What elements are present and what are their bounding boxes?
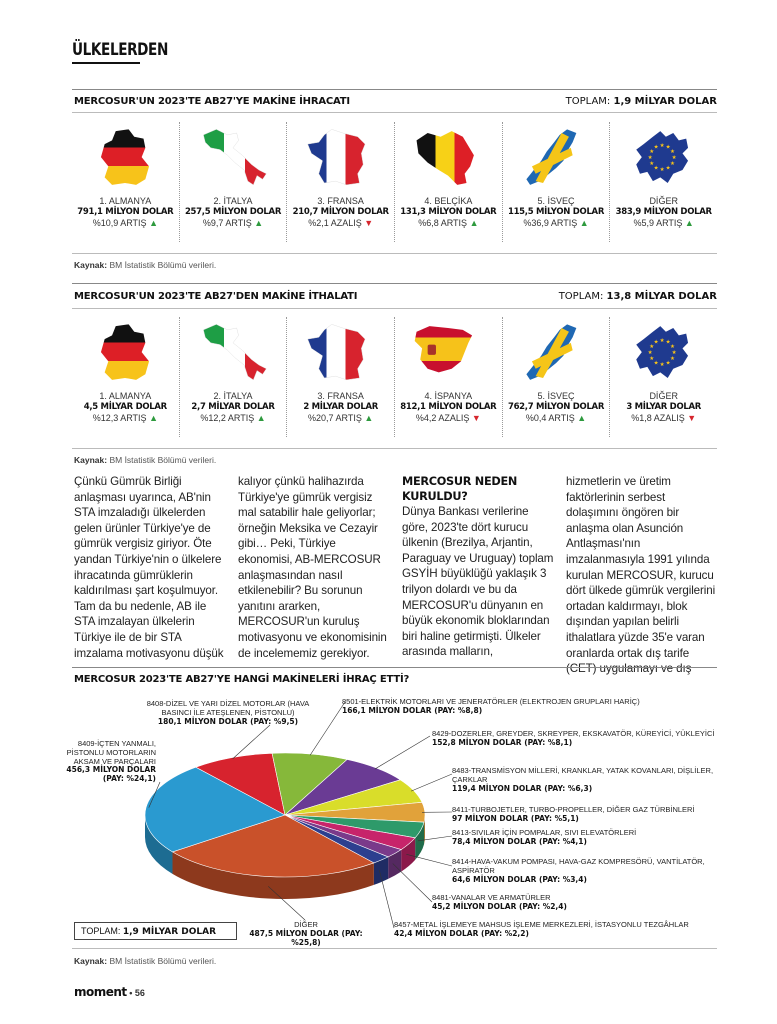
- country-change: [610, 218, 717, 229]
- imports-source: Kaynak: BM İstatistik Bölümü verileri.: [74, 455, 217, 465]
- eu-icon: [627, 319, 701, 387]
- page-footer: [74, 985, 145, 999]
- italy-icon: [196, 319, 270, 387]
- eu-icon: [627, 124, 701, 192]
- svg-text:★: ★: [653, 165, 659, 172]
- divider: [72, 948, 717, 949]
- article-column-2: kalıyor çünkü halihazırda Türkiye'ye gümrük vergisiz mal satabilir hale geliyorlar; örneğin Meksika ve Cezayir gibi… Peki, Türkiye ekonomisi, AB-MERCOSUR anlaşmasından nasıl etkilenebilir? Bu sorunun yanıtını ararken, MERCOSUR'un kuruluş motivasyonu ve ekonomisinin de incelememiz gerekiyor.: [238, 475, 387, 660]
- country-value: 131,3 MİLYON DOLAR: [400, 207, 497, 217]
- svg-text:★: ★: [653, 339, 659, 346]
- country-value: 3 MİLYAR DOLAR: [626, 402, 702, 412]
- pie-label-8409: 8409-İÇTEN YANMALI, PİSTONLU MOTORLARIN AKSAM VE PARÇALARI 456,3 MİLYON DOLAR (PAY: %24,1): [66, 739, 156, 784]
- page-number: • 56: [129, 988, 145, 998]
- svg-text:★: ★: [665, 165, 671, 172]
- arrow-up-icon: ▲: [254, 413, 266, 423]
- country-name: 4. BELÇİKA: [424, 196, 473, 206]
- pie-title: MERCOSUR 2023'TE AB27'YE HANGİ MAKİNELERİ İHRAÇ ETTİ?: [74, 674, 410, 685]
- pie-label-8501: 8501-ELEKTRİK MOTORLARI VE JENERATÖRLER (ELEKTROJEN GRUPLARI HARİÇ) 166,1 MİLYON DOLAR (PAY: %8,8): [342, 697, 640, 715]
- exports-country-card: [502, 122, 610, 242]
- svg-text:★: ★: [665, 339, 671, 346]
- svg-text:★: ★: [648, 355, 654, 362]
- divider: [72, 89, 717, 90]
- exports-country-card: [179, 122, 287, 242]
- country-change: [610, 413, 717, 424]
- svg-text:★: ★: [653, 360, 659, 367]
- pie-label-other: DİĞER 487,5 MİLYON DOLAR (PAY: %25,8): [249, 920, 363, 947]
- country-value: 210,7 MİLYON DOLAR: [292, 207, 389, 217]
- article-column-1: Çünkü Gümrük Birliği anlaşması uyarınca, AB'nin STA imzaladığı ülkelerden gelen ürünler Türkiye'ye de gümrük vergisiz giriyor. Öte yandan Türkiye'nin o ülkelere ihracatında gümrüklerin kaldırılması şart koşulmuyor. Tam da bu nedenle, AB ile STA imzalayan ülkelerin Türkiye ile de bir STA imzalama motivasyonu düşük: [74, 475, 224, 660]
- change-text: %2,1 AZALIŞ: [308, 218, 362, 228]
- arrow-up-icon: ▲: [577, 218, 589, 228]
- arrow-up-icon: ▲: [146, 413, 158, 423]
- svg-text:★: ★: [647, 154, 653, 161]
- svg-text:★: ★: [648, 148, 654, 155]
- country-name: 3. FRANSA: [317, 196, 364, 206]
- arrow-up-icon: ▲: [146, 218, 158, 228]
- arrow-down-icon: ▼: [361, 218, 374, 228]
- exports-source: Kaynak: BM İstatistik Bölümü verileri.: [74, 260, 217, 270]
- exports-total: TOPLAM: 1,9 MİLYAR DOLAR: [565, 96, 717, 107]
- svg-text:★: ★: [669, 343, 675, 350]
- exports-row: [72, 122, 717, 242]
- arrow-down-icon: ▼: [684, 413, 697, 423]
- country-value: 812,1 MİLYON DOLAR: [400, 402, 497, 412]
- divider: [72, 308, 717, 309]
- divider: [72, 112, 717, 113]
- country-name: 5. İSVEÇ: [537, 196, 575, 206]
- france-icon: [304, 319, 378, 387]
- country-value: 4,5 MİLYAR DOLAR: [83, 402, 167, 412]
- svg-text:★: ★: [659, 361, 665, 368]
- italy-icon: [196, 124, 270, 192]
- country-change: [180, 218, 287, 229]
- svg-text:★: ★: [665, 360, 671, 367]
- divider: [72, 448, 717, 449]
- country-change: [287, 218, 394, 229]
- country-value: 762,7 MİLYON DOLAR: [507, 402, 605, 412]
- change-text: %12,2 ARTIŞ: [200, 413, 255, 423]
- pie-label-8408: 8408-DİZEL VE YARI DİZEL MOTORLAR (HAVA BASINCI İLE ATEŞLENEN, PİSTONLU) 180,1 MİLYON DOLAR (PAY: %9,5): [146, 699, 310, 726]
- country-change: [395, 218, 502, 229]
- magazine-logo: moment: [74, 985, 127, 999]
- change-text: %10,9 ARTIŞ: [92, 218, 147, 228]
- pie-leader-8481: [393, 864, 432, 902]
- pie-label-8429: 8429-DOZERLER, GREYDER, SKREYPER, EKSKAVATÖR, KÜREYİCİ, YÜKLEYİCİ 152,8 MİLYON DOLAR (PAY: %8,1): [432, 729, 715, 747]
- svg-text:★: ★: [659, 337, 665, 344]
- article-column-3: [402, 474, 554, 660]
- france-icon: [304, 124, 378, 192]
- country-change: [72, 218, 179, 229]
- svg-text:★: ★: [669, 160, 675, 167]
- article-column-4: hizmetlerin ve üretim faktörlerinin serbest dolaşımını öngören bir anlaşma olan Asunción Antlaşması'nın imzalanmasıyla 1991 yılında kurulan MERCOSUR, kurucu dört ülkede gümrük vergilerini ortadan kaldırmayı, blok dışından yapılan belirli ithalatlara yüzde 35'e varan oranlarda ortak dış tarife (CET) uygulamayı ve dış: [566, 475, 716, 676]
- arrow-up-icon: ▲: [361, 413, 374, 423]
- belgium-icon: [411, 124, 485, 192]
- pie-label-8414: 8414-HAVA-VAKUM POMPASI, HAVA-GAZ KOMPRESÖRÜ, VANTİLATÖR, ASPİRATÖR 64,6 MİLYON DOLAR (PAY: %3,4): [452, 857, 705, 884]
- country-value: 2,7 MİLYAR DOLAR: [191, 402, 275, 412]
- country-name: 5. İSVEÇ: [537, 391, 575, 401]
- change-text: %1,8 AZALIŞ: [631, 413, 685, 423]
- country-change: [287, 413, 394, 424]
- sweden-icon: [519, 319, 593, 387]
- imports-country-card: [286, 317, 394, 437]
- divider: [72, 253, 717, 254]
- section-underline: [72, 62, 140, 64]
- pie-total: TOPLAM: 1,9 MİLYAR DOLAR: [74, 922, 237, 940]
- imports-total: TOPLAM: 13,8 MİLYAR DOLAR: [558, 291, 717, 302]
- exports-title: MERCOSUR'UN 2023'TE AB27'YE MAKİNE İHRACATI: [74, 96, 350, 107]
- country-change: [72, 413, 179, 424]
- pie-label-8457: 8457-METAL İŞLEMEYE MAHSUS İŞLEME MERKEZLERİ, İSTASYONLU TEZGÂHLAR 42,4 MİLYON DOLAR (PAY: %2,2): [394, 920, 689, 938]
- imports-country-card: [609, 317, 717, 437]
- svg-text:★: ★: [653, 144, 659, 151]
- change-text: %0,4 ARTIŞ: [525, 413, 575, 423]
- section-title: ÜLKELERDEN: [72, 40, 168, 60]
- arrow-up-icon: ▲: [467, 218, 479, 228]
- pie-label-8483: 8483-TRANSMİSYON MİLLERİ, KRANKLAR, YATAK KOVANLARI, DİŞLİLER, ÇARKLAR 119,4 MİLYON DOLAR (PAY: %6,3): [452, 766, 714, 793]
- pie-leader-8483: [411, 774, 452, 791]
- country-value: 383,9 MİLYON DOLAR: [615, 207, 712, 217]
- exports-country-card: [72, 122, 179, 242]
- pie-source: Kaynak: BM İstatistik Bölümü verileri.: [74, 956, 217, 966]
- country-name: 3. FRANSA: [317, 391, 364, 401]
- divider: [72, 667, 717, 668]
- country-change: [503, 413, 610, 424]
- svg-text:★: ★: [647, 349, 653, 356]
- imports-country-card: [394, 317, 502, 437]
- arrow-up-icon: ▲: [682, 218, 694, 228]
- country-name: 2. İTALYA: [213, 196, 253, 206]
- change-text: %36,9 ARTIŞ: [523, 218, 578, 228]
- subheading: MERCOSUR NEDEN KURULDU?: [402, 475, 518, 503]
- svg-text:★: ★: [648, 343, 654, 350]
- country-name: 1. ALMANYA: [99, 196, 152, 206]
- arrow-up-icon: ▲: [251, 218, 264, 228]
- pie-label-8413: 8413-SIVILAR İÇİN POMPALAR, SIVI ELEVATÖRLERİ 78,4 MİLYON DOLAR (PAY: %4,1): [452, 828, 637, 846]
- pie-label-8411: 8411-TURBOJETLER, TURBO-PROPELLER, DİĞER GAZ TÜRBİNLERİ 97 MİLYON DOLAR (PAY: %5,1): [452, 805, 695, 823]
- country-value: 115,5 MİLYON DOLAR: [507, 207, 605, 217]
- country-name: 4. İSPANYA: [424, 391, 473, 401]
- pie-leader-8429: [375, 736, 430, 769]
- imports-country-card: [179, 317, 287, 437]
- imports-country-card: [72, 317, 179, 437]
- country-change: [503, 218, 610, 229]
- country-value: 257,5 MİLYON DOLAR: [184, 207, 282, 217]
- exports-country-card: [286, 122, 394, 242]
- svg-text:★: ★: [669, 148, 675, 155]
- arrow-up-icon: ▲: [574, 413, 587, 423]
- svg-text:★: ★: [671, 154, 677, 161]
- country-name: 2. İTALYA: [213, 391, 253, 401]
- imports-country-card: [502, 317, 610, 437]
- country-name: 1. ALMANYA: [99, 391, 152, 401]
- country-value: 2 MİLYAR DOLAR: [303, 402, 378, 412]
- imports-title: MERCOSUR'UN 2023'TE AB27'DEN MAKİNE İTHALATI: [74, 291, 358, 302]
- change-text: %6,8 ARTIŞ: [418, 218, 468, 228]
- sweden-icon: [519, 124, 593, 192]
- divider: [72, 283, 717, 284]
- svg-text:★: ★: [665, 144, 671, 151]
- country-name: DİĞER: [649, 391, 678, 401]
- change-text: %4,2 AZALIŞ: [415, 413, 470, 423]
- svg-text:★: ★: [659, 142, 665, 149]
- country-value: 791,1 MİLYON DOLAR: [77, 207, 174, 217]
- arrow-down-icon: ▼: [469, 413, 481, 423]
- change-text: %20,7 ARTIŞ: [308, 413, 362, 423]
- germany-icon: [88, 319, 162, 387]
- exports-country-card: [609, 122, 717, 242]
- change-text: %9,7 ARTIŞ: [202, 218, 252, 228]
- svg-text:★: ★: [659, 166, 665, 173]
- svg-text:★: ★: [671, 349, 677, 356]
- country-name: DİĞER: [649, 196, 678, 206]
- spain-icon: [411, 319, 485, 387]
- change-text: %5,9 ARTIŞ: [633, 218, 683, 228]
- exports-country-card: [394, 122, 502, 242]
- article-text: Dünya Bankası verilerine göre, 2023'te dört kurucu ülkenin (Brezilya, Arjantin, Paraguay ve Uruguay) toplam GSYİH büyüklüğü yaklaşık 3 trilyon dolardı ve bu da MERCOSUR'u dünyanın en büyük ekonomik bloklarından biri haline getirmişti. Ülkeler arasında malların,: [402, 505, 554, 659]
- germany-icon: [88, 124, 162, 192]
- svg-text:★: ★: [669, 355, 675, 362]
- svg-text:★: ★: [648, 160, 654, 167]
- imports-row: [72, 317, 717, 437]
- pie-label-8481: 8481-VANALAR VE ARMATÜRLER 45,2 MİLYON DOLAR (PAY: %2,4): [432, 893, 567, 911]
- country-change: [395, 413, 502, 424]
- change-text: %12,3 ARTIŞ: [92, 413, 147, 423]
- country-change: [180, 413, 287, 424]
